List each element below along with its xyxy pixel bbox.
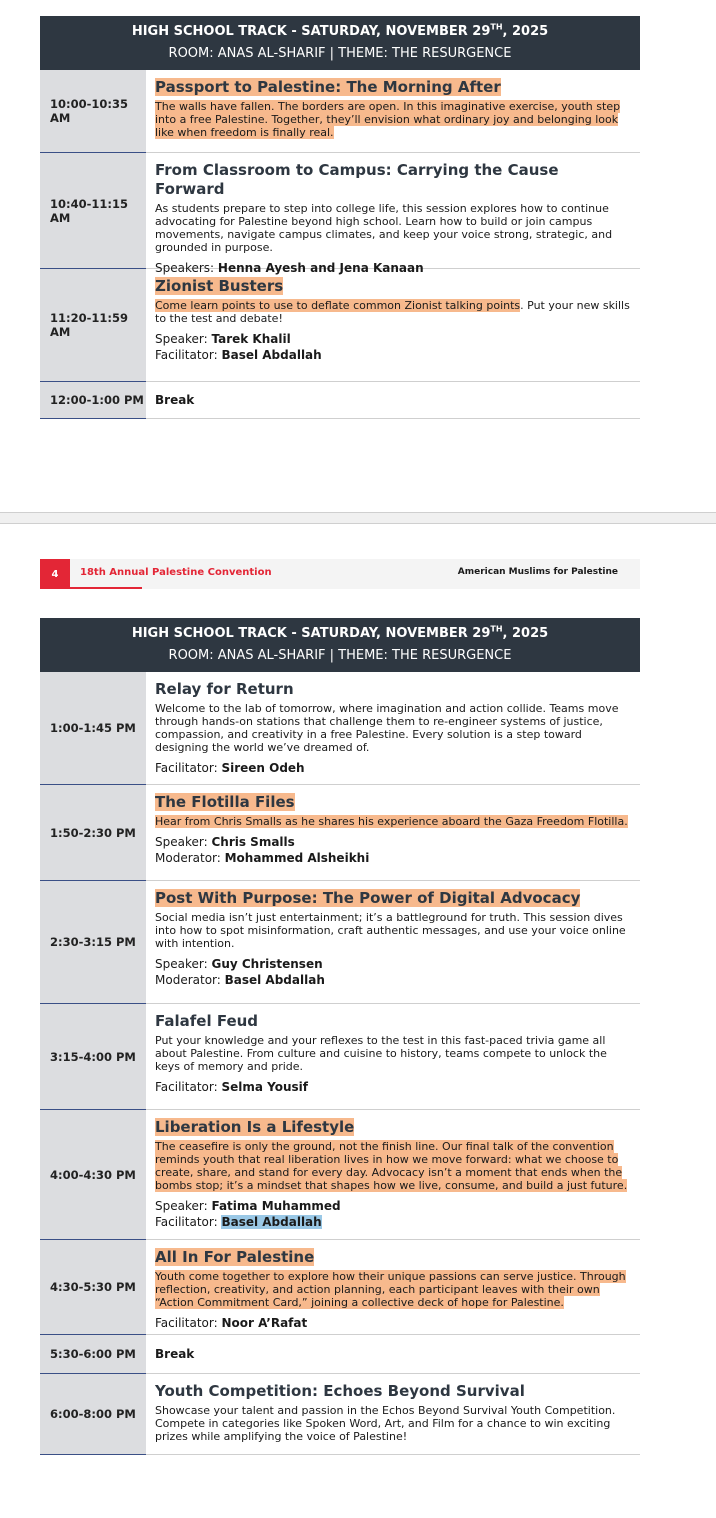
break-row [40,382,640,419]
session-time: 4:30-5:30 PM [40,1240,146,1335]
session-time: 10:00-10:35 AM [40,70,146,153]
header-line-1: HIGH SCHOOL TRACK - SATURDAY, NOVEMBER 29TH, 2025 [131,22,549,39]
accent-line [70,587,142,589]
session-title: Passport to Palestine: The Morning After [155,78,501,96]
session-description: Youth come together to explore how their unique passions can serve justice. Through reflection, creativity, and action planning, each participant leaves with their own “Action Commitment Card,” joining a collective deck of hope for Palestine. [155,1270,626,1309]
speaker: Speaker: Guy Christensen Moderator: Basel Abdallah [155,957,325,987]
session-title: Post With Purpose: The Power of Digital Advocacy [155,889,581,907]
session-time: 5:30-6:00 PM [40,1335,146,1374]
session-description: Put your knowledge and your reflexes to the test in this fast-paced trivia game all about Palestine. From culture and cuisine to history, teams compete to unlock the keys of memory and pride. [155,1034,607,1073]
facilitator: Facilitator: Noor A’Rafat [155,1316,308,1330]
convention-title: 18th Annual Palestine Convention [80,567,272,578]
session-description: The walls have fallen. The borders are open. In this imaginative exercise, youth step into a free Palestine. Together, they’ll envision what ordinary joy and belonging look like when freedom is finally real. [155,100,621,139]
header-line-2: ROOM: ANAS AL-SHARIF | THEME: THE RESURGENCE [168,46,512,61]
session-description: Social media isn’t just entertainment; it’s a battleground for truth. This session dives into how to spot misinformation, craft authentic messages, and use your voice online with intention. [155,911,626,950]
session-title: Zionist Busters [155,277,284,295]
break-row [40,1335,640,1374]
session-description: Hear from Chris Smalls as he shares his experience aboard the Gaza Freedom Flotilla. [155,815,628,828]
session-row [40,1110,640,1240]
session-row [40,269,640,382]
organization-name: American Muslims for Palestine [457,567,618,577]
header-line-2: ROOM: ANAS AL-SHARIF | THEME: THE RESURGENCE [168,648,512,663]
speaker: Speaker: Fatima Muhammed Facilitator: Basel Abdallah [155,1199,341,1229]
session-title: The Flotilla Files [155,793,295,811]
facilitator: Facilitator: Selma Yousif [155,1080,308,1094]
session-row [40,785,640,881]
session-time: 1:00-1:45 PM [40,672,146,785]
session-description: Come learn points to use to deflate common Zionist talking points. Put your new skills to the test and debate! [155,299,630,325]
session-row [40,1240,640,1335]
schedule-header [40,16,640,70]
session-title: Relay for Return [155,680,294,698]
session-row [40,70,640,153]
page-number: 4 [40,559,70,589]
session-time: 11:20-11:59 AM [40,269,146,382]
session-time: 3:15-4:00 PM [40,1004,146,1110]
session-time: 4:00-4:30 PM [40,1110,146,1240]
session-time: 2:30-3:15 PM [40,881,146,1004]
session-row [40,1374,640,1455]
page-separator [0,512,716,524]
speaker: Speaker: Tarek Khalil Facilitator: Basel Abdallah [155,332,322,362]
speaker: Speaker: Chris Smalls Moderator: Mohammed Alsheikhi [155,835,370,865]
break-label: Break [155,1347,195,1361]
running-header [40,559,640,589]
session-title: Falafel Feud [155,1012,259,1030]
page-1 [0,0,716,512]
schedule-header [40,618,640,672]
session-title: Liberation Is a Lifestyle [155,1118,355,1136]
speakers: Speakers: Henna Ayesh and Jena Kanaan [155,261,424,275]
session-title: Youth Competition: Echoes Beyond Survival [155,1382,525,1400]
page-2 [0,524,716,1518]
schedule-table [40,70,640,419]
session-description: Welcome to the lab of tomorrow, where imagination and action collide. Teams move through hands-on stations that challenge them to re-engineer systems of justice, compassion, and creativity in a free Palestine. Every solution is a step toward designing the world we’ve dreamed of. [155,702,619,754]
session-title: All In For Palestine [155,1248,315,1266]
schedule-table [40,672,640,1455]
session-row [40,153,640,275]
break-label: Break [155,393,195,407]
session-row [40,881,640,1004]
session-row [40,1004,640,1110]
session-description: As students prepare to step into college life, this session explores how to continue advocating for Palestine beyond high school. Learn how to build or join campus movements, navigate campus climates, and keep your voice strong, strategic, and grounded in purpose. [155,202,613,254]
session-time: 6:00-8:00 PM [40,1374,146,1455]
session-description: Showcase your talent and passion in the Echos Beyond Survival Youth Competition. Compete in categories like Spoken Word, Art, and Film for a chance to win exciting prizes while amplifying the voice of Palestine! [155,1404,616,1443]
session-time: 1:50-2:30 PM [40,785,146,881]
session-time: 10:40-11:15 AM [40,153,146,269]
session-description: The ceasefire is only the ground, not the finish line. Our final talk of the convention reminds youth that real liberation lives in how we move forward: what we choose to create, share, and stand for every day. Advocacy isn’t a moment that ends when the bombs stop; it’s a mindset that shapes how we live, consume, and build a just future. [155,1140,628,1192]
facilitator: Facilitator: Sireen Odeh [155,761,305,775]
header-line-1: HIGH SCHOOL TRACK - SATURDAY, NOVEMBER 29TH, 2025 [131,624,549,641]
session-time: 12:00-1:00 PM [40,382,146,419]
session-row [40,672,640,785]
session-title: From Classroom to Campus: Carrying the Cause Forward [155,161,559,198]
